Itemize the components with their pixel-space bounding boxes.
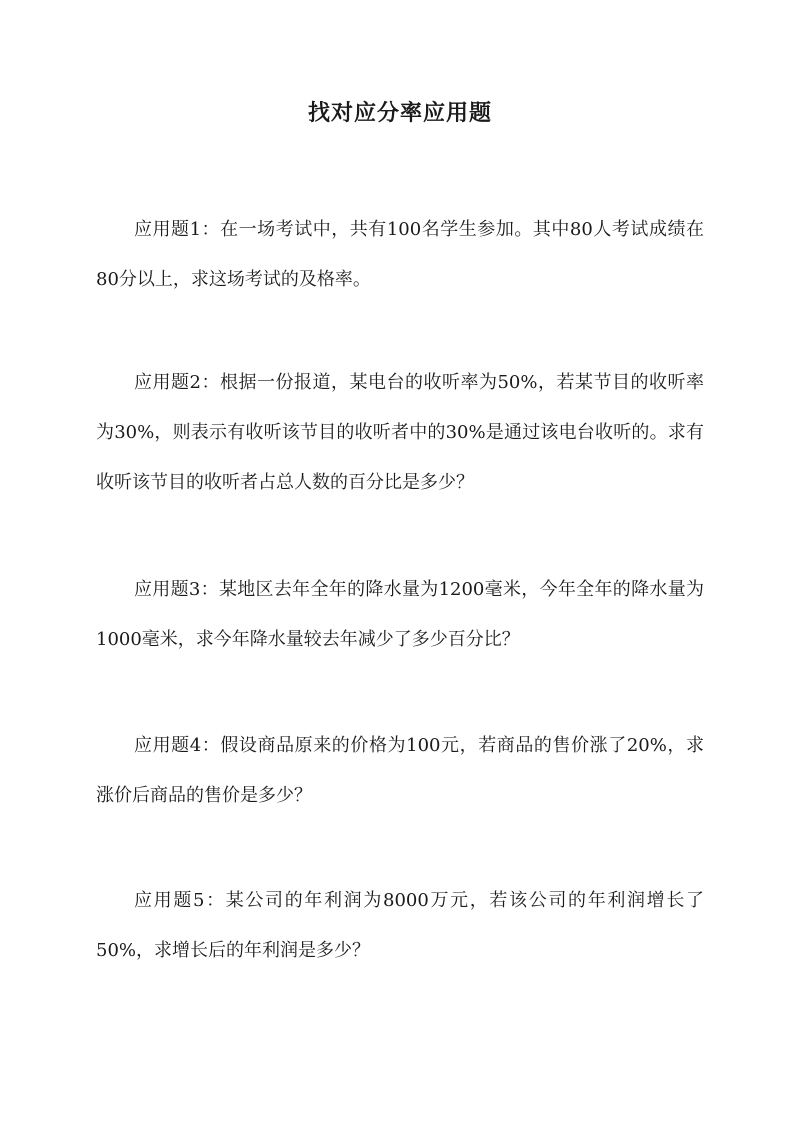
page-title: 找对应分率应用题 xyxy=(307,100,492,126)
problem-4-text: 应用题4：假设商品原来的价格为100元，若商品的售价涨了20%，求涨价后商品的售价是多少？ xyxy=(96,735,704,806)
problem-5-text: 应用题5：某公司的年利润为8000万元，若该公司的年利润增长了50%，求增长后的年利润是多少？ xyxy=(96,890,704,961)
problem-3-text: 应用题3：某地区去年全年的降水量为1200毫米，今年全年的降水量为1000毫米，求今年降水量较去年减少了多少百分比？ xyxy=(96,579,704,650)
problem-2-text: 应用题2：根据一份报道，某电台的收听率为50%，若某节目的收听率为30%，则表示有收听该节目的收听者中的30%是通过该电台收听的。求有收听该节目的收听者占总人数的百分比是多少？ xyxy=(96,372,704,493)
problem-1-text: 应用题1：在一场考试中，共有100名学生参加。其中80人考试成绩在80分以上，求这场考试的及格率。 xyxy=(96,219,704,290)
